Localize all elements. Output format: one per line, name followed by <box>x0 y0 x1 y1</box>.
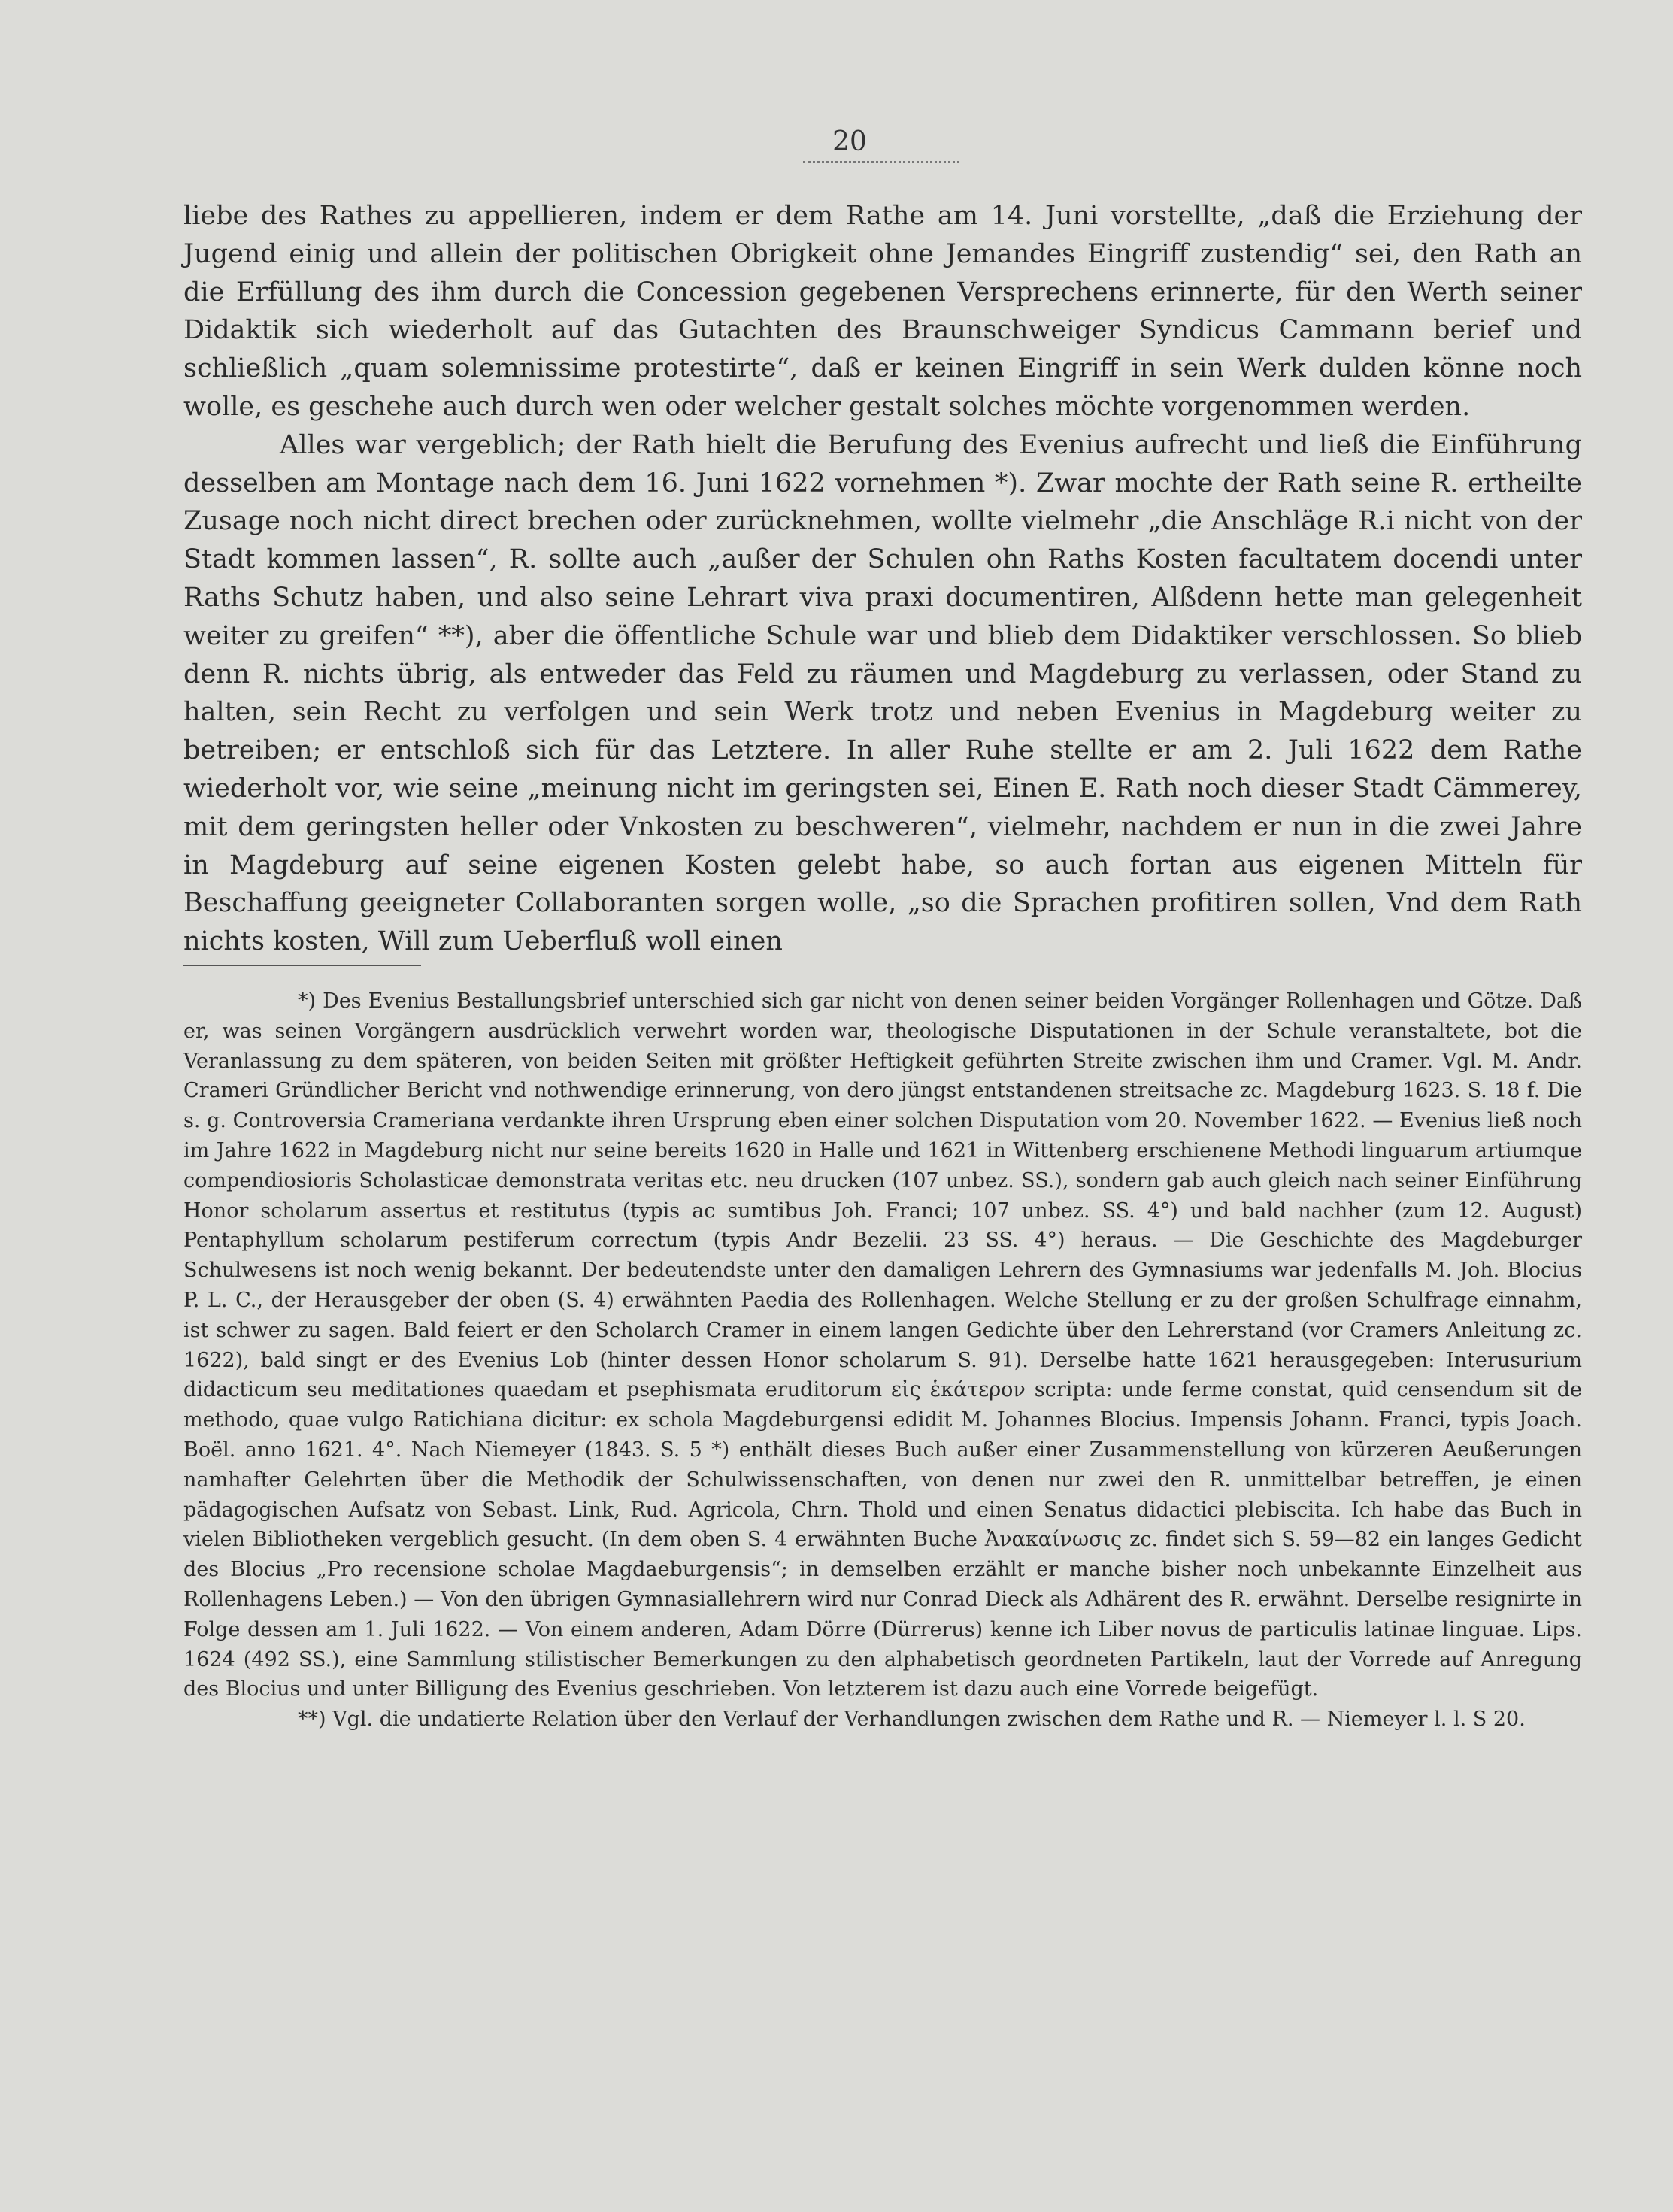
page-number: 20 <box>832 126 867 157</box>
paragraph: Alles war vergeblich; der Rath hielt die Berufung des Evenius aufrecht und ließ die Einführung desselben am Montage nach dem 16. Juni 1622 vornehmen *). Zwar mochte der Rath seine R. ertheilte Zusage noch nicht direct brechen oder zurücknehmen, wollte vielmehr „die Anschläge R.i nicht von der Stadt kommen lassen“, R. sollte auch „außer der Schulen ohn Raths Kosten facultatem docendi unter Raths Schutz haben, und also seine Lehrart viva praxi documentiren, Alßdenn hette man gelegenheit weiter zu greifen“ **), aber die öffentliche Schule war und blieb dem Didaktiker verschlossen. So blieb denn R. nichts übrig, als entweder das Feld zu räumen und Magdeburg zu verlassen, oder Stand zu halten, sein Recht zu verfolgen und sein Werk trotz und neben Evenius in Magdeburg weiter zu betreiben; er entschloß sich für das Letztere. In aller Ruhe stellte er am 2. Juli 1622 dem Rathe wiederholt vor, wie seine „meinung nicht im geringsten sei, Einen E. Rath noch dieser Stadt Cämmerey, mit dem geringsten heller oder Vnkosten zu beschweren“, vielmehr, nachdem er nun in die zwei Jahre in Magdeburg auf seine eigenen Kosten gelebt habe, so auch fortan aus eigenen Mitteln für Beschaffung geeigneter Collaboranten sorgen wolle, „so die Sprachen profitiren sollen, Vnd dem Rath nichts kosten, Will zum Ueberfluß woll einen <box>183 429 1582 957</box>
footnotes <box>183 986 1582 1735</box>
footnote-divider <box>183 965 421 966</box>
footnote-text: Des Evenius Bestallungsbrief unterschied sich gar nicht von denen seiner beiden Vorgänger Rollenhagen und Götze. Daß er, was seinen Vorgängern ausdrücklich verwehrt worden war, theologische Disputationen in der Schule veranstaltete, bot die Veranlassung zu dem späteren, von beiden Seiten mit größter Heftigkeit geführten Streite zwischen ihm und Cramer. Vgl. M. Andr. Crameri Gründlicher Bericht vnd nothwendige erinnerung, von dero jüngst entstandenen streitsache zc. Magdeburg 1623. S. 18 f. Die s. g. Controversia Crameriana verdankte ihren Ursprung eben einer solchen Disputation vom 20. November 1622. — Evenius ließ noch im Jahre 1622 in Magdeburg nicht nur seine bereits 1620 in Halle und 1621 in Wittenberg erschienene Methodi linguarum artiumque compendiosioris Scholasticae demonstrata veritas etc. neu drucken (107 unbez. SS.), sondern gab auch gleich nach seiner Einführung Honor scholarum assertus et restitutus (typis ac sumtibus Joh. Franci; 107 unbez. SS. 4°) und bald nachher (zum 12. August) Pentaphyllum scholarum pestiferum correctum (typis Andr Bezelii. 23 SS. 4°) heraus. — Die Geschichte des Magdeburger Schulwesens ist noch wenig bekannt. Der bedeutendste unter den damaligen Lehrern des Gymnasiums war jedenfalls M. Joh. Blocius P. L. C., der Herausgeber der oben (S. 4) erwähnten Paedia des Rollenhagen. Welche Stellung er zu der großen Schulfrage einnahm, ist schwer zu sagen. Bald feiert er den Scholarch Cramer in einem langen Gedichte über den Lehrerstand (vor Cramers Anleitung zc. 1622), bald singt er des Evenius Lob (hinter dessen Honor scholarum S. 91). Derselbe hatte 1621 herausgegeben: Interusurium didacticum seu meditationes quaedam et psephismata eruditorum εἰς ἑκάτερον scripta: unde ferme constat, quid censendum sit de methodo, quae vulgo Ratichiana dicitur: ex schola Magdeburgensi edidit M. Johannes Blocius. Impensis Johann. Franci, typis Joach. Boël. anno 1621. 4°. Nach Niemeyer (1843. S. 5 *) enthält dieses Buch außer einer Zusammenstellung von kürzeren Aeußerungen namhafter Gelehrten über die Methodik der Schulwissenschaften, von denen nur zwei den R. unmittelbar betreffen, je einen pädagogischen Aufsatz von Sebast. Link, Rud. Agricola, Chrn. Thold und einen Senatus didactici plebiscita. Ich habe das Buch in vielen Bibliotheken vergeblich gesucht. (In dem oben S. 4 erwähnten Buche Ἀνακαίνωσις zc. findet sich S. 59—82 ein langes Gedicht des Blocius „Pro recensione scholae Magdaeburgensis“; in demselben erzählt er manche bisher noch unbekannte Einzelheit aus Rollenhagens Leben.) — Von den übrigen Gymnasiallehrern wird nur Conrad Dieck als Adhärent des R. erwähnt. Derselbe resignirte in Folge dessen am 1. Juli 1622. — Von einem anderen, Adam Dörre (Dürrerus) kenne ich Liber novus de particulis latinae linguae. Lips. 1624 (492 SS.), eine Sammlung stilistischer Bemerkungen zu den alphabetisch geordneten Partikeln, laut der Vorrede auf Anregung des Blocius und unter Billigung des Evenius geschrieben. Von letzterem ist dazu auch eine Vorrede beigefügt. <box>183 989 1582 1701</box>
paragraph: liebe des Rathes zu appellieren, indem er dem Rathe am 14. Juni vorstellte, „daß die Erziehung der Jugend einig und allein der politischen Obrigkeit ohne Jemandes Eingriff zustendig“ sei, den Rath an die Erfüllung des ihm durch die Concession gegebenen Versprechens erinnerte, für den Werth seiner Didaktik sich wiederholt auf das Gutachten des Braunschweiger Syndicus Cammann berief und schließlich „quam solemnissime protestirte“, daß er keinen Eingriff in sein Werk dulden könne noch wolle, es geschehe auch durch wen oder welcher gestalt solches möchte vorgenommen werden. <box>183 201 1582 422</box>
footnote-text: Vgl. die undatierte Relation über den Verlauf der Verhandlungen zwischen dem Rathe und R. — Niemeyer l. l. S 20. <box>326 1707 1526 1732</box>
footnote-marker: **) <box>298 1707 326 1732</box>
footnote-marker: *) <box>298 989 317 1013</box>
footnote-2 <box>183 1704 1582 1735</box>
footnote-1 <box>183 986 1582 1704</box>
main-text <box>183 197 1582 961</box>
page-number-ornament <box>803 161 959 163</box>
